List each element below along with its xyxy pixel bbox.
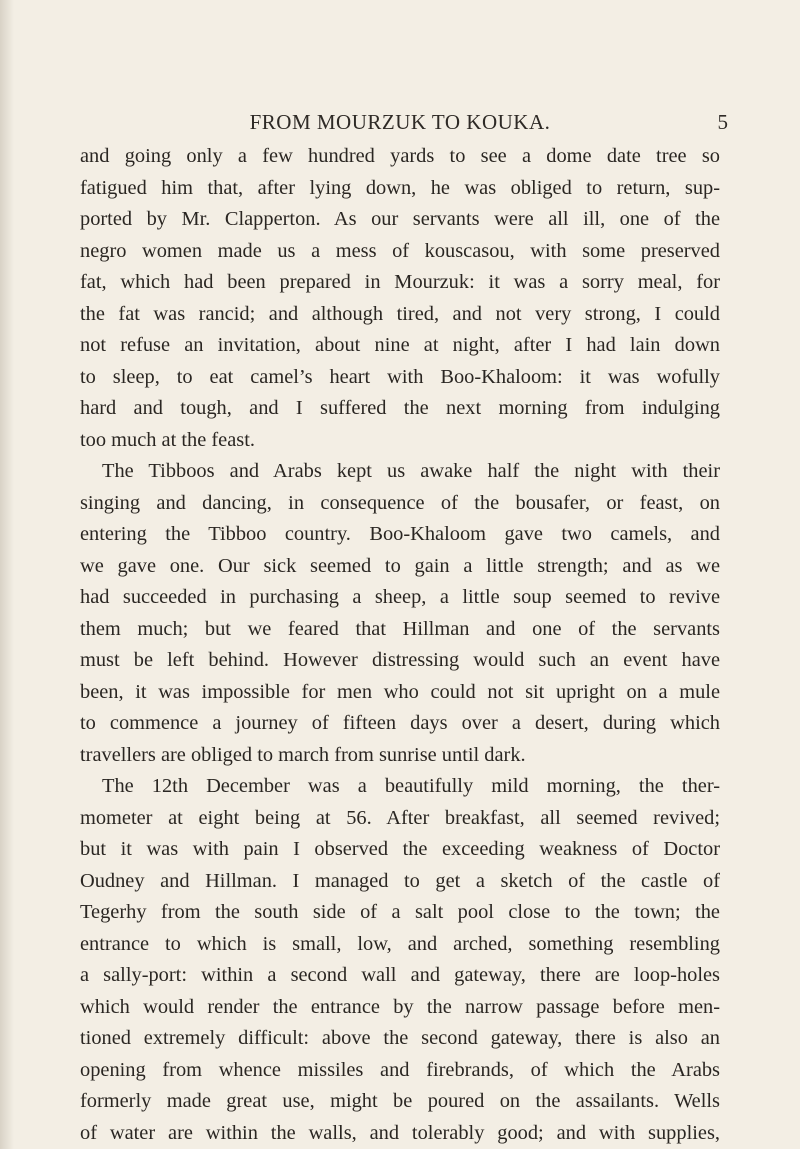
text-line: entering the Tibboo country. Boo-Khaloom gave two camels, and: [80, 523, 720, 545]
text-line: negro women made us a mess of kouscasou, with some preserved: [80, 239, 720, 262]
text-line: but it was with pain I observed the exceeding weakness of Doctor: [80, 838, 720, 860]
text-line: must be left behind. However distressing would such an event have: [80, 649, 720, 671]
text-line: The Tibboos and Arabs kept us awake half the night with their: [102, 460, 720, 482]
text-line: opening from whence missiles and firebrands, of which the Arabs: [80, 1058, 720, 1081]
text-line: entrance to which is small, low, and arched, something resembling: [80, 932, 720, 955]
text-line: singing and dancing, in consequence of the bousafer, or feast, on: [80, 491, 720, 514]
text-line: a sally-port: within a second wall and gateway, there are loop-holes: [80, 964, 720, 986]
text-line: fat, which had been prepared in Mourzuk: it was a sorry meal, for: [80, 271, 720, 293]
text-line: travellers are obliged to march from sunrise until dark.: [80, 743, 526, 766]
text-line: had succeeded in purchasing a sheep, a little soup seemed to revive: [80, 586, 720, 608]
text-line: we gave one. Our sick seemed to gain a little strength; and as we: [80, 554, 720, 577]
text-line: fatigued him that, after lying down, he was obliged to return, sup-: [80, 176, 720, 199]
text-line: too much at the feast.: [80, 428, 255, 451]
text-line: tioned extremely difficult: above the second gateway, there is also an: [80, 1027, 720, 1049]
text-line: Tegerhy from the south side of a salt pool close to the town; the: [80, 901, 720, 923]
text-line: and going only a few hundred yards to see a dome date tree so: [80, 145, 720, 167]
text-line: The 12th December was a beautifully mild morning, the ther-: [102, 775, 720, 797]
running-head: [80, 110, 728, 140]
running-title: FROM MOURZUK TO KOUKA.: [249, 110, 551, 134]
text-line: the fat was rancid; and although tired, and not very strong, I could: [80, 302, 720, 325]
text-line: mometer at eight being at 56. After breakfast, all seemed revived;: [80, 806, 720, 829]
text-line: of water are within the walls, and tolerably good; and with supplies,: [80, 1121, 720, 1144]
text-line: been, it was impossible for men who could not sit upright on a mule: [80, 680, 720, 703]
text-line: to sleep, to eat camel’s heart with Boo-Khaloom: it was wofully: [80, 365, 720, 388]
body-text: [80, 141, 720, 1149]
spine-shadow: [0, 0, 14, 1149]
page-number: 5: [717, 110, 728, 134]
text-line: to commence a journey of fifteen days over a desert, during which: [80, 712, 720, 734]
text-line: Oudney and Hillman. I managed to get a sketch of the castle of: [80, 869, 720, 892]
text-line: which would render the entrance by the narrow passage before men-: [80, 995, 720, 1018]
text-line: ported by Mr. Clapperton. As our servants were all ill, one of the: [80, 208, 720, 230]
text-line: them much; but we feared that Hillman and one of the servants: [80, 617, 720, 640]
text-line: not refuse an invitation, about nine at night, after I had lain down: [80, 334, 720, 356]
text-line: formerly made great use, might be poured on the assailants. Wells: [80, 1090, 720, 1112]
text-line: hard and tough, and I suffered the next morning from indulging: [80, 397, 720, 419]
